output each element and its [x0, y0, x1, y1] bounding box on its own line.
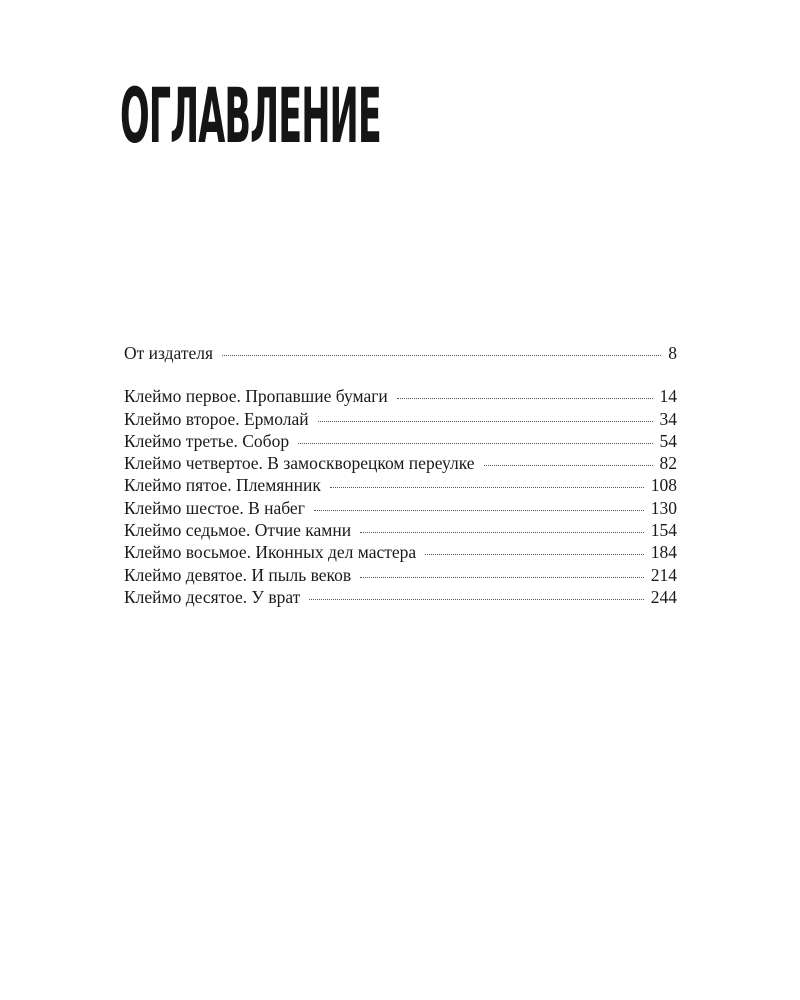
toc-entry-title: Клеймо второе. Ермолай	[124, 408, 309, 429]
toc-entry	[124, 385, 677, 407]
toc-entry	[124, 342, 677, 364]
toc-entry-page: 8	[668, 343, 677, 363]
toc-entry	[124, 586, 677, 608]
toc-entry	[124, 564, 677, 586]
toc-dot-leader	[360, 532, 644, 533]
toc-entry	[124, 452, 677, 474]
toc-entry-title: Клеймо восьмое. Иконных дел мастера	[124, 542, 417, 563]
toc-dot-leader	[397, 398, 653, 399]
toc-dot-leader	[484, 465, 653, 466]
toc-entry-title: Клеймо четвертое. В замоскворецком переулке	[124, 453, 475, 474]
toc-dot-leader	[360, 577, 644, 578]
toc-entry	[124, 408, 677, 430]
toc-entry	[124, 497, 677, 519]
toc-entry-page: 244	[650, 586, 677, 607]
toc-entry-title: Клеймо седьмое. Отчие камни	[124, 520, 352, 541]
toc-dot-leader	[330, 487, 644, 488]
toc-entry	[124, 541, 677, 563]
toc-entry-page: 184	[650, 542, 677, 563]
toc-entry	[124, 519, 677, 541]
toc-entry-page: 154	[650, 520, 677, 541]
toc-entry	[124, 430, 677, 452]
toc-entry-title: Клеймо десятое. У врат	[124, 586, 301, 607]
toc-dot-leader	[425, 554, 644, 555]
toc-entry-page: 82	[659, 453, 677, 474]
toc-entry-title: Клеймо пятое. Племянник	[124, 475, 321, 496]
toc-dot-leader	[314, 510, 644, 511]
toc-dot-leader	[298, 443, 652, 444]
toc-entry-title: Клеймо девятое. И пыль веков	[124, 564, 352, 585]
toc-entry-page: 14	[659, 386, 677, 407]
toc-entry-title: Клеймо третье. Собор	[124, 430, 290, 451]
toc-entry-title: От издателя	[124, 343, 214, 363]
toc-entry-page: 214	[650, 564, 677, 585]
page-title: ОГЛАВЛЕНИЕ	[120, 71, 381, 160]
toc-entry-page: 130	[650, 497, 677, 518]
toc-entry-title: Клеймо шестое. В набег	[124, 497, 305, 518]
toc-entry-page: 108	[650, 475, 677, 496]
toc-dot-leader	[318, 421, 653, 422]
toc-dot-leader	[309, 599, 643, 600]
toc-entry-page: 34	[659, 408, 677, 429]
toc-entry-page: 54	[659, 430, 677, 451]
toc-entry-title: Клеймо первое. Пропавшие бумаги	[124, 386, 388, 407]
toc-dot-leader	[222, 355, 661, 356]
table-of-contents	[124, 342, 677, 608]
toc-entry	[124, 474, 677, 496]
